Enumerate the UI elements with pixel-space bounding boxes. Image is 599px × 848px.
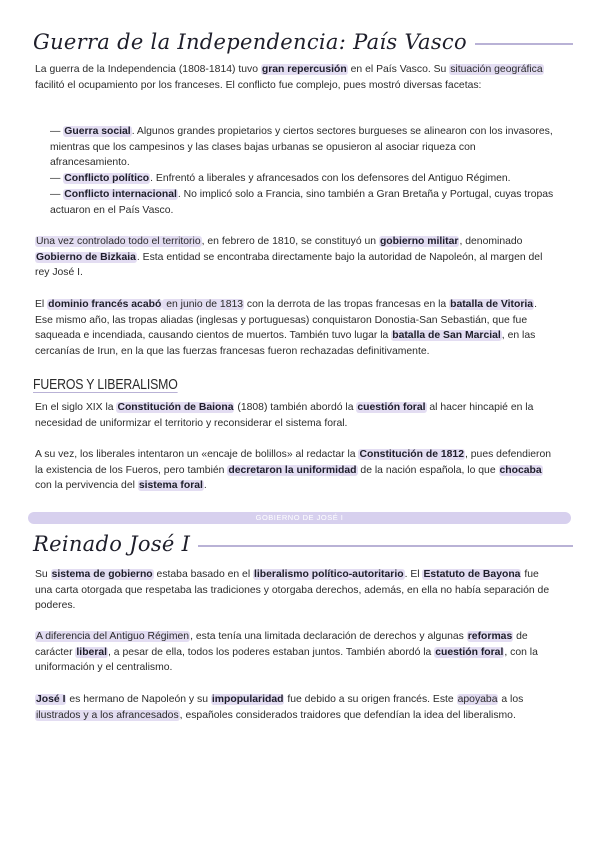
- title-divider: [198, 545, 573, 547]
- bullet-international: — Conflicto internacional. No implicó solo a Francia, sino también a Gran Bretaña y Portugal, cuyas tropas actuaron en el País Vasco.: [50, 189, 554, 216]
- paragraph-jose-i: José I es hermano de Napoleón y su impopularidad fue debido a su origen francés. Este apoyaba a los ilustrados y a los afrancesados, españoles considerados traidores que defendían la idea del liberalismo.: [36, 694, 524, 721]
- heading-row: [33, 30, 573, 54]
- title-divider: [475, 43, 573, 45]
- paragraph-sistema-gobierno: Su sistema de gobierno estaba basado en el liberalismo político-autoritario. El Estatuto de Bayona fue una carta otorgada que respetaba las tradiciones y otorgaba derechos, además, en ella no había separación de poderes.: [35, 569, 550, 611]
- section-title-reinado: Reinado José I: [33, 532, 191, 556]
- paragraph-liberales: A su vez, los liberales intentaron un «encaje de bolillos» al redactar la Constitución de 1812, pues defendieron la existencia de los Fueros, pero también decretaron la uniformidad de la nación española, lo que chocaba con la pervivencia del sistema foral.: [35, 449, 552, 491]
- section-heading-fueros: FUEROS Y LIBERALISMO: [33, 376, 178, 393]
- paragraph-intro: La guerra de la Independencia (1808-1814) tuvo gran repercusión en el País Vasco. Su situación geográfica facilitó el ocupamiento por los franceses. El conflicto fue complejo, pues mostró diversas facetas:: [35, 64, 543, 91]
- section-banner: GOBIERNO DE JOSÉ I: [28, 512, 571, 524]
- paragraph-gobierno-militar: Una vez controlado todo el territorio, en febrero de 1810, se constituyó un gobierno militar, denominado Gobierno de Bizkaia. Esta entidad se encontraba directamente bajo la autoridad de Napoleón, al margen del rey José I.: [35, 236, 543, 278]
- page-title: Guerra de la Independencia: País Vasco: [33, 30, 467, 54]
- paragraph-dominio-frances: El dominio francés acabó en junio de 1813 con la derrota de las tropas francesas en la batalla de Vitoria. Ese mismo año, las tropas aliadas (inglesas y portuguesas) conquistaron Donostia-San Sebastián, que fue saqueada e incendiada, causando cientos de muertos. También tuvo lugar la batalla de San Marcial, en las cercanías de Irun, en la que las fuerzas francesas fueron rechazadas definitivamente.: [35, 299, 537, 357]
- paragraph-antiguo-regimen: A diferencia del Antiguo Régimen, esta tenía una limitada declaración de derechos y algunas reformas de carácter liberal, a pesar de ella, todos los poderes estaban juntos. También abordó la cuestión foral, con la uniformación y el centralismo.: [35, 631, 538, 673]
- paragraph-constitucion-baiona: En el siglo XIX la Constitución de Baiona (1808) también abordó la cuestión foral al hacer hincapié en la necesidad de uniformizar el territorio y reconsiderar el sistema foral.: [35, 402, 534, 429]
- heading-row-reinado: [33, 532, 573, 556]
- bullet-political: — Conflicto político. Enfrentó a liberales y afrancesados con los defensores del Antiguo Régimen.: [50, 173, 511, 184]
- bullet-social: — Guerra social. Algunos grandes propietarios y ciertos sectores burgueses se alinearon con los invasores, mientras que los campesinos y las clases bajas urbanas se opusieron al asociar riqueza con afrancesamiento.: [50, 126, 553, 168]
